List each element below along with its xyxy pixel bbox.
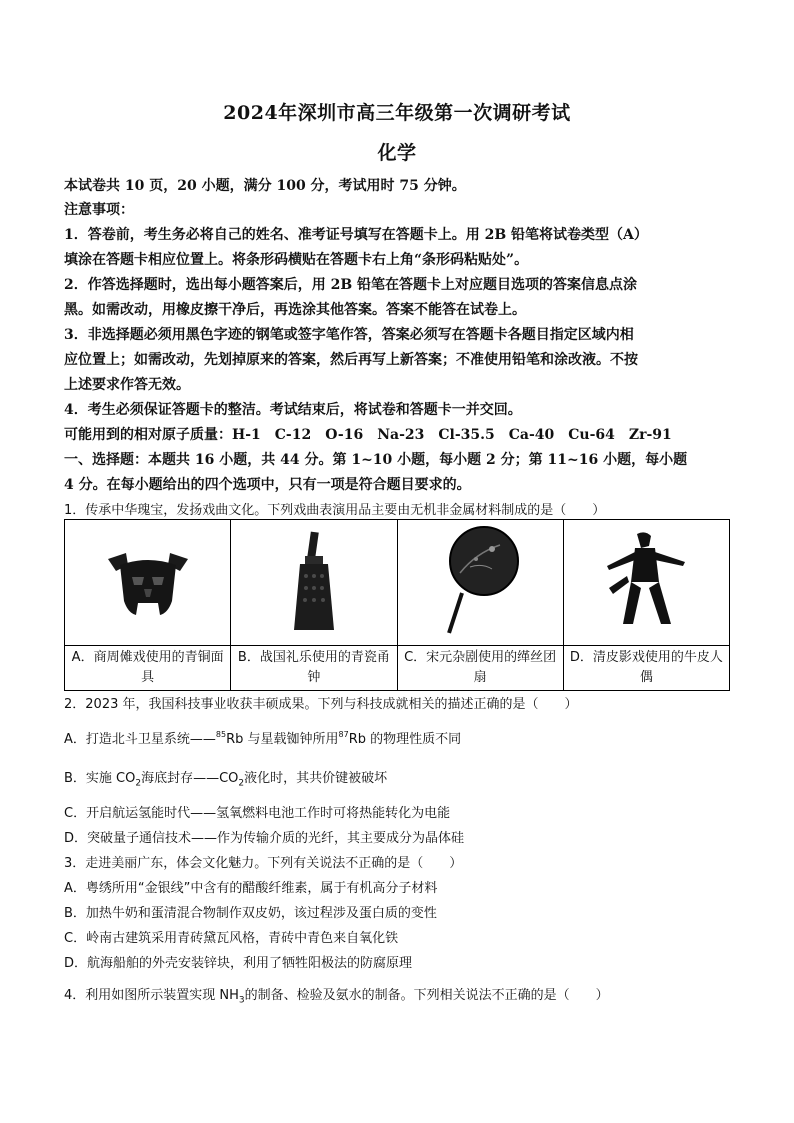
question-2-option-a: A．打造北斗卫星系统——$^{85}$Rb 与星载铷钟所用$^{87}$Rb 的物理性质不同 [64,729,462,747]
option-a-caption-cell [65,646,231,691]
question-3-option-c: C．岭南古建筑采用青砖黛瓦风格，青砖中青色来自氧化铁 [64,931,399,946]
question-2-option-d: D．突破量子通信技术——作为传输介质的光纤，其主要成分为晶体硅 [64,831,465,846]
question-1-options-table [64,519,730,691]
option-d-caption-cell [563,646,729,691]
option-a-image-cell [65,520,231,646]
section-1-line-1: 一、选择题：本题共 16 小题，共 44 分。第 1~10 小题，每小题 2 分；第 11~16 小题，每小题 [64,452,688,468]
option-b-caption-cell [231,646,397,691]
question-2-option-c: C．开启航运氢能时代——氢氧燃料电池工作时可将热能转化为电能 [64,806,451,821]
notice-item-2-line-1: 2．作答选择题时，选出每小题答案后，用 2B 铅笔在答题卡上对应题目选项的答案信息点涂 [64,277,638,293]
question-1-stem: 1．传承中华瑰宝，发扬戏曲文化。下列戏曲表演用品主要由无机非金属材料制成的是（ ） [64,503,606,518]
question-3-option-a: A．粤绣所用“金银线”中含有的醋酸纤维素，属于有机高分子材料 [64,881,438,896]
option-d-label: D．清皮影戏使用的牛皮人偶 [569,650,723,685]
notice-item-2-line-2: 黑。如需改动，用橡皮擦干净后，再选涂其他答案。答案不能答在试卷上。 [64,302,526,318]
shadow-puppet-icon [591,526,701,636]
option-d-image-cell [563,520,729,646]
notice-item-4: 4．考生必须保证答题卡的整洁。考试结束后，将试卷和答题卡一并交回。 [64,402,522,418]
question-3-option-d: D．航海船舶的外壳安装锌块，利用了牺牲阳极法的防腐原理 [64,956,413,971]
option-a-label: A．商周傩戏使用的青铜面具 [71,650,224,685]
question-4-stem: 4．利用如图所示装置实现 $NH_3$的制备、检验及氨水的制备。下列相关说法不正确的是（ ） [64,988,609,1006]
exam-intro: 本试卷共 10 页，20 小题，满分 100 分，考试用时 75 分钟。 [64,178,466,194]
silk-fan-icon [430,523,530,638]
exam-title: 2024年深圳市高三年级第一次调研考试 [223,102,571,124]
bronze-mask-icon [98,531,198,631]
section-1-line-2: 4 分。在每小题给出的四个选项中，只有一项是符合题目要求的。 [64,477,471,493]
option-b-image-cell [231,520,397,646]
celadon-bell-icon [264,526,364,636]
notice-item-3-line-1: 3．非选择题必须用黑色字迹的钢笔或签字笔作答，答案必须写在答题卡各题目指定区域内相 [64,327,634,343]
option-c-image-cell [397,520,563,646]
question-3-stem: 3．走进美丽广东，体会文化魅力。下列有关说法不正确的是（ ） [64,856,463,871]
notice-heading: 注意事项： [64,202,134,218]
question-2-option-b: B．实施 $CO_2$海底封存$——CO_2$液化时，其共价键被破坏 [64,771,388,789]
notice-item-3-line-3: 上述要求作答无效。 [64,377,190,393]
question-3-option-b: B．加热牛奶和蛋清混合物制作双皮奶，该过程涉及蛋白质的变性 [64,906,437,921]
question-2-stem: 2．2023 年，我国科技事业收获丰硕成果。下列与科技成就相关的描述正确的是（ ） [64,697,578,712]
option-c-caption-cell [397,646,563,691]
option-b-label: B．战国礼乐使用的青瓷甬钟 [237,650,390,685]
notice-item-1-line-2: 填涂在答题卡相应位置上。将条形码横贴在答题卡右上角“条形码粘贴处”。 [64,252,529,268]
atomic-masses: 可能用到的相对原子质量：H-1 C-12 O-16 Na-23 Cl-35.5 Ca-40 Cu-64 Zr-91 [64,427,672,443]
notice-item-1-line-1: 1．答卷前，考生务必将自己的姓名、准考证号填写在答题卡上。用 2B 铅笔将试卷类型（A） [64,227,648,243]
subject-title: 化学 [377,142,417,164]
option-c-label: C．宋元杂剧使用的缂丝团扇 [404,650,557,685]
notice-item-3-line-2: 应位置上；如需改动，先划掉原来的答案，然后再写上新答案；不准使用铅笔和涂改液。不按 [64,352,638,368]
